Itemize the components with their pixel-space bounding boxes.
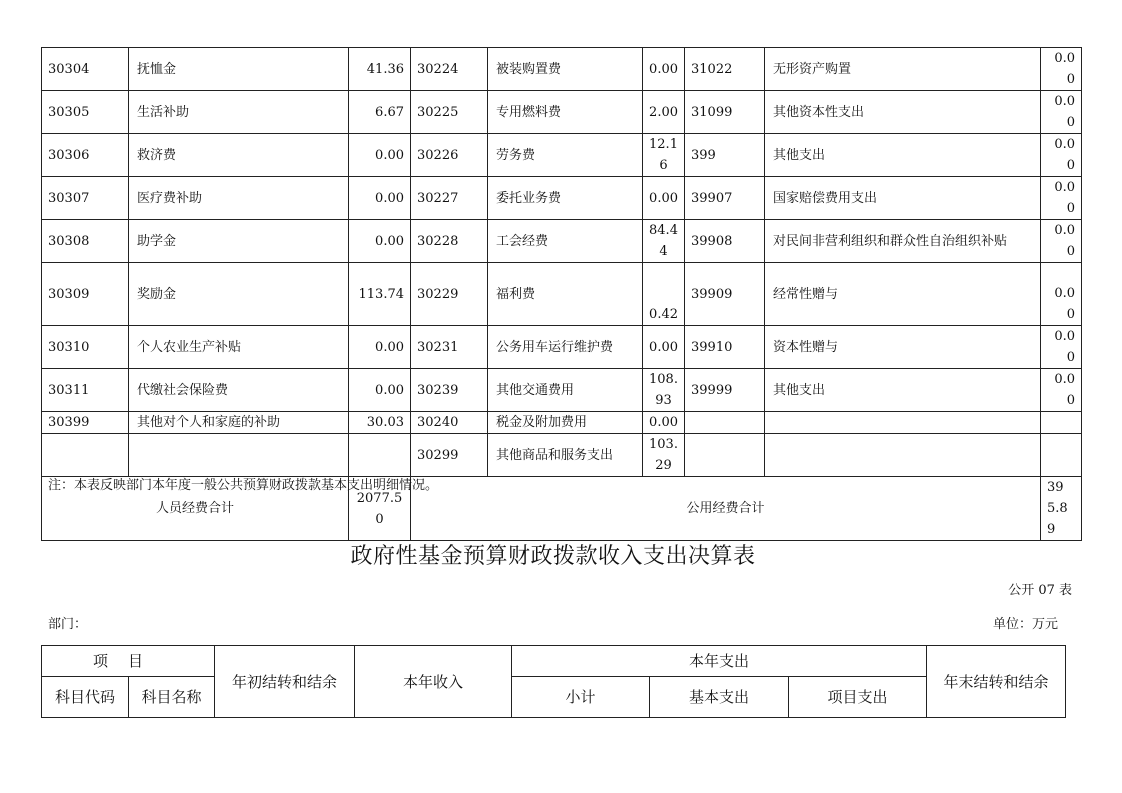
code-cell: 31022 bbox=[685, 48, 765, 91]
code-cell: 30308 bbox=[42, 220, 129, 263]
amount-cell: 0.00 bbox=[1041, 91, 1082, 134]
amount-cell: 84.44 bbox=[643, 220, 685, 263]
name-cell: 个人农业生产补贴 bbox=[129, 326, 349, 369]
basic-expenditure-detail-table bbox=[41, 47, 1082, 541]
name-cell: 公务用车运行维护费 bbox=[488, 326, 643, 369]
header-subtotal: 小计 bbox=[512, 677, 650, 718]
code-cell: 30399 bbox=[42, 412, 129, 434]
name-cell: 委托业务费 bbox=[488, 177, 643, 220]
amount-cell: 0.00 bbox=[1041, 220, 1082, 263]
header-expenditure: 本年支出 bbox=[512, 646, 927, 677]
amount-cell: 0.00 bbox=[349, 177, 411, 220]
amount-cell: 2.00 bbox=[643, 91, 685, 134]
table-row bbox=[42, 434, 1082, 477]
amount-cell: 0.00 bbox=[643, 326, 685, 369]
name-cell: 对民间非营利组织和群众性自治组织补贴 bbox=[765, 220, 1041, 263]
amount-cell: 0.00 bbox=[349, 220, 411, 263]
amount-cell: 0.42 bbox=[643, 263, 685, 326]
name-cell: 生活补助 bbox=[129, 91, 349, 134]
table-row bbox=[42, 220, 1082, 263]
unit-label: 单位：万元 bbox=[992, 617, 1058, 632]
code-cell: 30306 bbox=[42, 134, 129, 177]
code-cell: 30304 bbox=[42, 48, 129, 91]
name-cell bbox=[765, 412, 1041, 434]
name-cell: 医疗费补助 bbox=[129, 177, 349, 220]
public-total-label: 公用经费合计 bbox=[411, 477, 1041, 541]
amount-cell: 0.00 bbox=[1041, 369, 1082, 412]
amount-cell: 113.74 bbox=[349, 263, 411, 326]
header-subject-code: 科目代码 bbox=[42, 677, 129, 718]
amount-cell: 0.00 bbox=[1041, 177, 1082, 220]
table-row bbox=[42, 48, 1082, 91]
code-cell: 30240 bbox=[411, 412, 488, 434]
code-cell: 39999 bbox=[685, 369, 765, 412]
code-cell: 30307 bbox=[42, 177, 129, 220]
personnel-total-label: 人员经费合计 bbox=[42, 477, 349, 541]
code-cell bbox=[685, 412, 765, 434]
amount-cell: 108.93 bbox=[643, 369, 685, 412]
amount-cell: 30.03 bbox=[349, 412, 411, 434]
code-cell: 30310 bbox=[42, 326, 129, 369]
table-row bbox=[42, 412, 1082, 434]
name-cell: 工会经费 bbox=[488, 220, 643, 263]
amount-cell: 6.67 bbox=[349, 91, 411, 134]
table-row bbox=[42, 91, 1082, 134]
name-cell: 奖励金 bbox=[129, 263, 349, 326]
header-income: 本年收入 bbox=[355, 646, 512, 718]
table-row bbox=[42, 134, 1082, 177]
name-cell: 劳务费 bbox=[488, 134, 643, 177]
header-project: 项目支出 bbox=[789, 677, 927, 718]
code-cell: 30299 bbox=[411, 434, 488, 477]
code-cell: 30228 bbox=[411, 220, 488, 263]
government-fund-table bbox=[41, 645, 1066, 718]
name-cell: 其他资本性支出 bbox=[765, 91, 1041, 134]
name-cell: 资本性赠与 bbox=[765, 326, 1041, 369]
public-total-value: 395.89 bbox=[1041, 477, 1082, 541]
amount-cell: 0.00 bbox=[643, 412, 685, 434]
amount-cell: 0.00 bbox=[349, 369, 411, 412]
amount-cell: 0.00 bbox=[349, 326, 411, 369]
table-note: 注：本表反映部门本年度一般公共预算财政拨款基本支出明细情况。 bbox=[48, 478, 439, 493]
amount-cell: 12.16 bbox=[643, 134, 685, 177]
header-subject-name: 科目名称 bbox=[129, 677, 215, 718]
amount-cell: 0.00 bbox=[1041, 48, 1082, 91]
name-cell: 福利费 bbox=[488, 263, 643, 326]
amount-cell: 103.29 bbox=[643, 434, 685, 477]
amount-cell: 0.00 bbox=[1041, 326, 1082, 369]
table-row bbox=[42, 263, 1082, 326]
name-cell: 抚恤金 bbox=[129, 48, 349, 91]
name-cell: 救济费 bbox=[129, 134, 349, 177]
name-cell: 专用燃料费 bbox=[488, 91, 643, 134]
header-closing-balance: 年末结转和结余 bbox=[927, 646, 1066, 718]
name-cell: 其他支出 bbox=[765, 134, 1041, 177]
code-cell: 39909 bbox=[685, 263, 765, 326]
table-row bbox=[42, 326, 1082, 369]
code-cell: 30309 bbox=[42, 263, 129, 326]
table-row bbox=[42, 177, 1082, 220]
code-cell: 30229 bbox=[411, 263, 488, 326]
page-title: 政府性基金预算财政拨款收入支出决算表 bbox=[350, 544, 756, 569]
personnel-total-value: 2077.50 bbox=[349, 477, 411, 541]
name-cell: 其他支出 bbox=[765, 369, 1041, 412]
amount-cell: 0.00 bbox=[1041, 134, 1082, 177]
amount-cell: 41.36 bbox=[349, 48, 411, 91]
code-cell: 39907 bbox=[685, 177, 765, 220]
name-cell bbox=[129, 434, 349, 477]
amount-cell: 0.00 bbox=[643, 48, 685, 91]
name-cell: 其他商品和服务支出 bbox=[488, 434, 643, 477]
name-cell bbox=[765, 434, 1041, 477]
code-cell: 30239 bbox=[411, 369, 488, 412]
code-cell: 31099 bbox=[685, 91, 765, 134]
amount-cell bbox=[1041, 412, 1082, 434]
name-cell: 经常性赠与 bbox=[765, 263, 1041, 326]
code-cell: 30227 bbox=[411, 177, 488, 220]
name-cell: 无形资产购置 bbox=[765, 48, 1041, 91]
code-cell: 39910 bbox=[685, 326, 765, 369]
name-cell: 国家赔偿费用支出 bbox=[765, 177, 1041, 220]
header-item: 项目 bbox=[42, 646, 215, 677]
amount-cell: 0.00 bbox=[1041, 263, 1082, 326]
table-code: 公开 07 表 bbox=[1008, 583, 1072, 598]
code-cell: 30225 bbox=[411, 91, 488, 134]
amount-cell: 0.00 bbox=[349, 134, 411, 177]
code-cell: 399 bbox=[685, 134, 765, 177]
name-cell: 其他交通费用 bbox=[488, 369, 643, 412]
name-cell: 其他对个人和家庭的补助 bbox=[129, 412, 349, 434]
code-cell: 30231 bbox=[411, 326, 488, 369]
header-basic: 基本支出 bbox=[650, 677, 789, 718]
name-cell: 税金及附加费用 bbox=[488, 412, 643, 434]
code-cell: 30224 bbox=[411, 48, 488, 91]
code-cell bbox=[42, 434, 129, 477]
code-cell: 39908 bbox=[685, 220, 765, 263]
code-cell bbox=[685, 434, 765, 477]
name-cell: 被装购置费 bbox=[488, 48, 643, 91]
header-opening-balance: 年初结转和结余 bbox=[215, 646, 355, 718]
name-cell: 代缴社会保险费 bbox=[129, 369, 349, 412]
department-label: 部门： bbox=[48, 617, 88, 632]
table-row bbox=[42, 369, 1082, 412]
name-cell: 助学金 bbox=[129, 220, 349, 263]
detail-table-body bbox=[42, 48, 1082, 541]
amount-cell bbox=[349, 434, 411, 477]
code-cell: 30305 bbox=[42, 91, 129, 134]
amount-cell: 0.00 bbox=[643, 177, 685, 220]
code-cell: 30226 bbox=[411, 134, 488, 177]
amount-cell bbox=[1041, 434, 1082, 477]
code-cell: 30311 bbox=[42, 369, 129, 412]
